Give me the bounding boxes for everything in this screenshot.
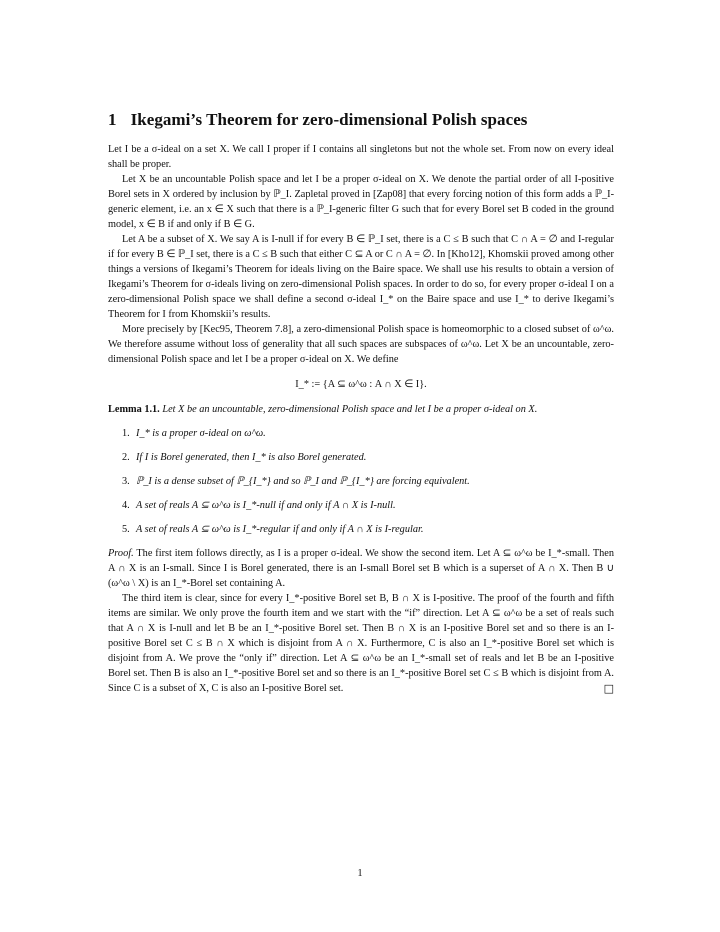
lemma-item: 1. I_* is a proper σ-ideal on ω^ω.	[122, 428, 266, 439]
qed-symbol: □	[603, 682, 614, 695]
paper-page	[108, 96, 614, 696]
lemma-item-text: A set of reals A ⊆ ω^ω is I_*-regular if and only if A ∩ X is I-regular.	[136, 524, 424, 535]
proof-paragraph-2	[108, 591, 614, 696]
proof-paragraph-1	[108, 546, 614, 591]
lemma-item-text: A set of reals A ⊆ ω^ω is I_*-null if and only if A ∩ X is I-null.	[136, 500, 396, 511]
lemma-item: 4. A set of reals A ⊆ ω^ω is I_*-null if and only if A ∩ X is I-null.	[122, 500, 396, 511]
lemma-label: Lemma 1.1.	[108, 404, 160, 415]
section-number: 1	[108, 110, 117, 129]
lemma-statement: Let X be an uncountable, zero-dimensional Polish space and let I be a proper σ-ideal on X.	[162, 404, 538, 415]
lemma-items	[108, 426, 614, 537]
proof-text-2: The third item is clear, since for every I_*-positive Borel set B, B ∩ X is I-positive. The proof of the fourth and fifth items are similar. We only prove the fourth item and we start with the “if” direction. Let A ⊆ ω^ω be a set of reals such that A ∩ X is I-null and let B be an I_*-positive Borel set. Then B ∩ X is an I-positive Borel set and so there is an I-positive Borel set C ≤ B ∩ X which is disjoint from A ∩ X. Furthermore, C is also an I_*-positive Borel set which is disjoint from A. We prove the “only if” direction. Let A ⊆ ω^ω be an I_*-small set of reals and let B be an I-positive Borel set. Then B is also an I_*-positive Borel set and so there is an I_*-positive Borel set C ≤ B which is disjoint from A. Since C is a subset of X, C is also an I-positive Borel set.	[108, 593, 614, 694]
display-equation: I_* := {A ⊆ ω^ω : A ∩ X ∈ I}.	[295, 379, 427, 390]
lemma-item-text: I_* is a proper σ-ideal on ω^ω.	[136, 428, 266, 439]
section-heading	[108, 110, 614, 130]
lemma-item-text: ℙ_I is a dense subset of ℙ_{I_*} and so ℙ_I and ℙ_{I_*} are forcing equivalent.	[136, 476, 470, 487]
paragraph-2: Let X be an uncountable Polish space and let I be a proper σ-ideal on X. We denote the partial order of all I-positive Borel sets in X ordered by inclusion by ℙ_I. Zapletal proved in [Zap08] that every forcing notion of this form adds a ℙ_I-generic element, i.e. an x ∈ X such that there is a ℙ_I-generic filter G such that for every Borel set B coded in the ground model, x ∈ B if and only if B ∈ G.	[108, 174, 614, 230]
page-number: 1	[357, 868, 363, 879]
paragraph-3: Let A be a subset of X. We say A is I-null if for every B ∈ ℙ_I set, there is a C ≤ B such that C ∩ A = ∅ and I-regular if for every B ∈ ℙ_I set, there is a C ≤ B such that either C ⊆ A or C ∩ A = ∅. In [Kho12], Khomskii proved among other things a versions of Ikegami’s Theorem for ideals living on the Baire space. We shall use his results to obtain a version of Ikegami’s Theorem for σ-ideals living on zero-dimensional Polish spaces. In order to do so, for every proper σ-ideal I on a zero-dimensional Polish space we shall define a second σ-ideal I_* on the Baire space and use I_* to derive Ikegami’s Theorem for I from Khomskii’s results.	[108, 234, 614, 320]
section-title: Ikegami’s Theorem for zero-dimensional Polish spaces	[130, 110, 528, 129]
paragraph-4: More precisely by [Kec95, Theorem 7.8], a zero-dimensional Polish space is homeomorphic to a closed subset of ω^ω. We therefore assume without loss of generality that all such spaces are subspaces of ω^ω. Let X be an uncountable, zero-dimensional Polish space and let I be a proper σ-ideal on X. We define	[108, 324, 614, 365]
lemma-item: 2. If I is Borel generated, then I_* is also Borel generated.	[122, 452, 367, 463]
lemma-block	[108, 402, 614, 417]
lemma-item-text: If I is Borel generated, then I_* is also Borel generated.	[136, 452, 367, 463]
proof-label: Proof.	[108, 548, 134, 559]
paragraph-1: Let I be a σ-ideal on a set X. We call I proper if I contains all singletons but not the whole set. From now on every ideal shall be proper.	[108, 144, 614, 170]
lemma-item: 3. ℙ_I is a dense subset of ℙ_{I_*} and so ℙ_I and ℙ_{I_*} are forcing equivalent.	[122, 476, 470, 487]
lemma-item: 5. A set of reals A ⊆ ω^ω is I_*-regular if and only if A ∩ X is I-regular.	[122, 524, 424, 535]
proof-text-1: The first item follows directly, as I is a proper σ-ideal. We show the second item. Let A ⊆ ω^ω be I_*-small. Then A ∩ X is an I-small. Since I is Borel generated, there is an I-small Borel set B which is a superset of A ∩ X. Then B ∪ (ω^ω \ X) is an I_*-Borel set containing A.	[108, 548, 615, 589]
